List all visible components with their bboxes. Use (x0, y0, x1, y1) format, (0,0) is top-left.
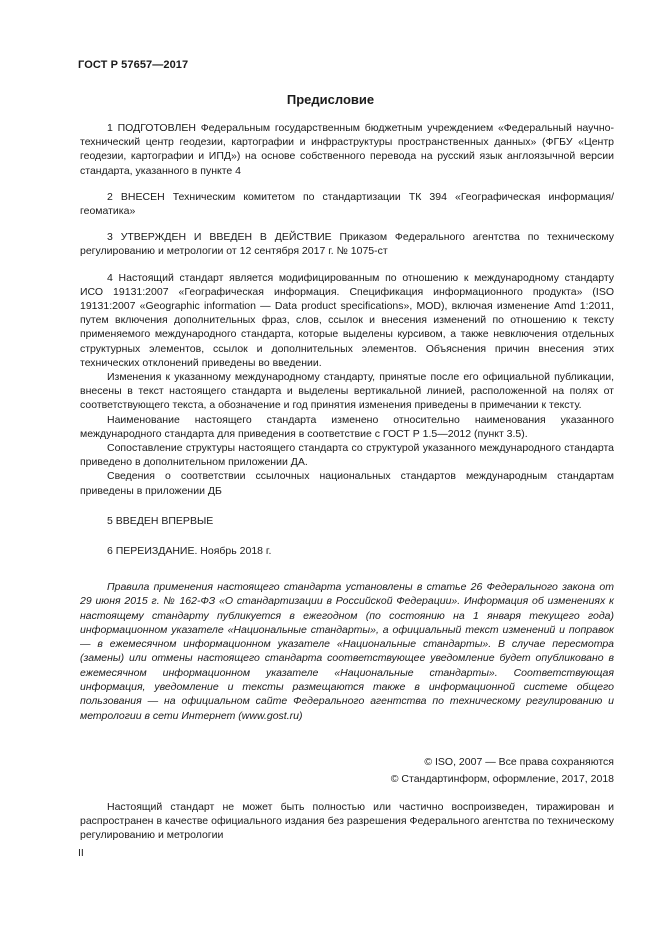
paragraph-references: Сведения о соответствии ссылочных национальных стандартов международным стандартам приведены в приложении ДБ (80, 470, 614, 497)
notice-text: Правила применения настоящего стандарта установлены в статье 26 Федерального закона от 29 июня 2015 г. № 162-ФЗ «О стандартизации в Российской Федерации». Информация об изменениях к настоящему стандарту публикуется в ежегодном (по состоянию на 1 января текущего года) информационном указателе «Национальные стандарты», а официальный текст изменений и поправок — в ежемесячном информационном указателе «Национальные стандарты». В случае пересмотра (замены) или отмены настоящего стандарта соответствующее уведомление будет опубликовано в ежемесячном информационном указателе «Национальные стандарты». Соответствующая информация, уведомление и тексты размещаются также в информационной системе общего пользования — на официальном сайте Федерального агентства по техническому регулированию и метрологии в сети Интернет (www.gost.ru) (80, 581, 614, 722)
section-title: Предисловие (286, 92, 375, 107)
copyright-standartinform: © Стандартинформ, оформление, 2017, 2018 (390, 773, 614, 785)
page-number: II (78, 847, 84, 859)
reproduction-text: Настоящий стандарт не может быть полностью или частично воспроизведен, тиражирован и распространен в качестве официального издания без разрешения Федерального агентства по техническому регулированию и метрологии (80, 801, 614, 842)
paragraph-approved: 3 УТВЕРЖДЕН И ВВЕДЕН В ДЕЙСТВИЕ Приказом Федерального агентства по техническому регулированию и метрологии от 12 сентября 2017 г. № 1075-ст (80, 231, 614, 258)
paragraph-submitted: 2 ВНЕСЕН Техническим комитетом по стандартизации ТК 394 «Географическая информация/геоматика» (80, 190, 614, 218)
paragraph-modified: 4 Настоящий стандарт является модифицированным по отношению к международному стандарту ИСО 19131:2007 «Географическая информация. Спецификация информационного продукта» (ISO 19131:2007 «Geographic information — Data product specifications», MOD), включая изменение Amd 1:2011, путем включения дополнительных фраз, слов, ссылок и внесения изменений по отношению к тексту применяемого международного стандарта, которые выделены курсивом, а также невключения отдельных структурных элементов, ссылок и дополнительных элементов. Объяснения причин внесения этих технических отклонений приведены во введении. (80, 271, 614, 369)
copyright-iso: © ISO, 2007 — Все права сохраняются (424, 756, 614, 768)
paragraph-title-change: Наименование настоящего стандарта изменено относительно наименования указанного международного стандарта для приведения в соответствие с ГОСТ Р 1.5—2012 (пункт 3.5). (80, 413, 614, 440)
copyright-block (391, 754, 614, 788)
document-code: ГОСТ Р 57657—2017 (78, 59, 189, 71)
paragraph-prepared: 1 ПОДГОТОВЛЕН Федеральным государственным бюджетным учреждением «Федеральный научно-технический центр геодезии, картографии и инфраструктуры пространственных данных» (ФГБУ «Центр геодезии, картографии и ИПД») на основе собственного перевода на русский язык англоязычной версии стандарта, указанного в пункте 4 (80, 122, 614, 177)
paragraph-structure: Сопоставление структуры настоящего стандарта со структурой указанного международного стандарта приведено в дополнительном приложении ДА. (80, 442, 614, 469)
paragraph-amendments: Изменения к указанному международному стандарту, принятые после его официальной публикации, внесены в текст настоящего стандарта и выделены вертикальной линией, расположенной на полях от соответствующего текста, а обозначение и год принятия изменения приведены в примечании к тексту. (80, 371, 614, 412)
paragraph-introduced: 5 ВВЕДЕН ВПЕРВЫЕ (107, 514, 214, 527)
reproduction-notice (80, 800, 614, 843)
application-rules-notice (80, 580, 614, 723)
foreword-body (80, 121, 614, 558)
paragraph-reissue: 6 ПЕРЕИЗДАНИЕ. Ноябрь 2018 г. (107, 545, 272, 558)
